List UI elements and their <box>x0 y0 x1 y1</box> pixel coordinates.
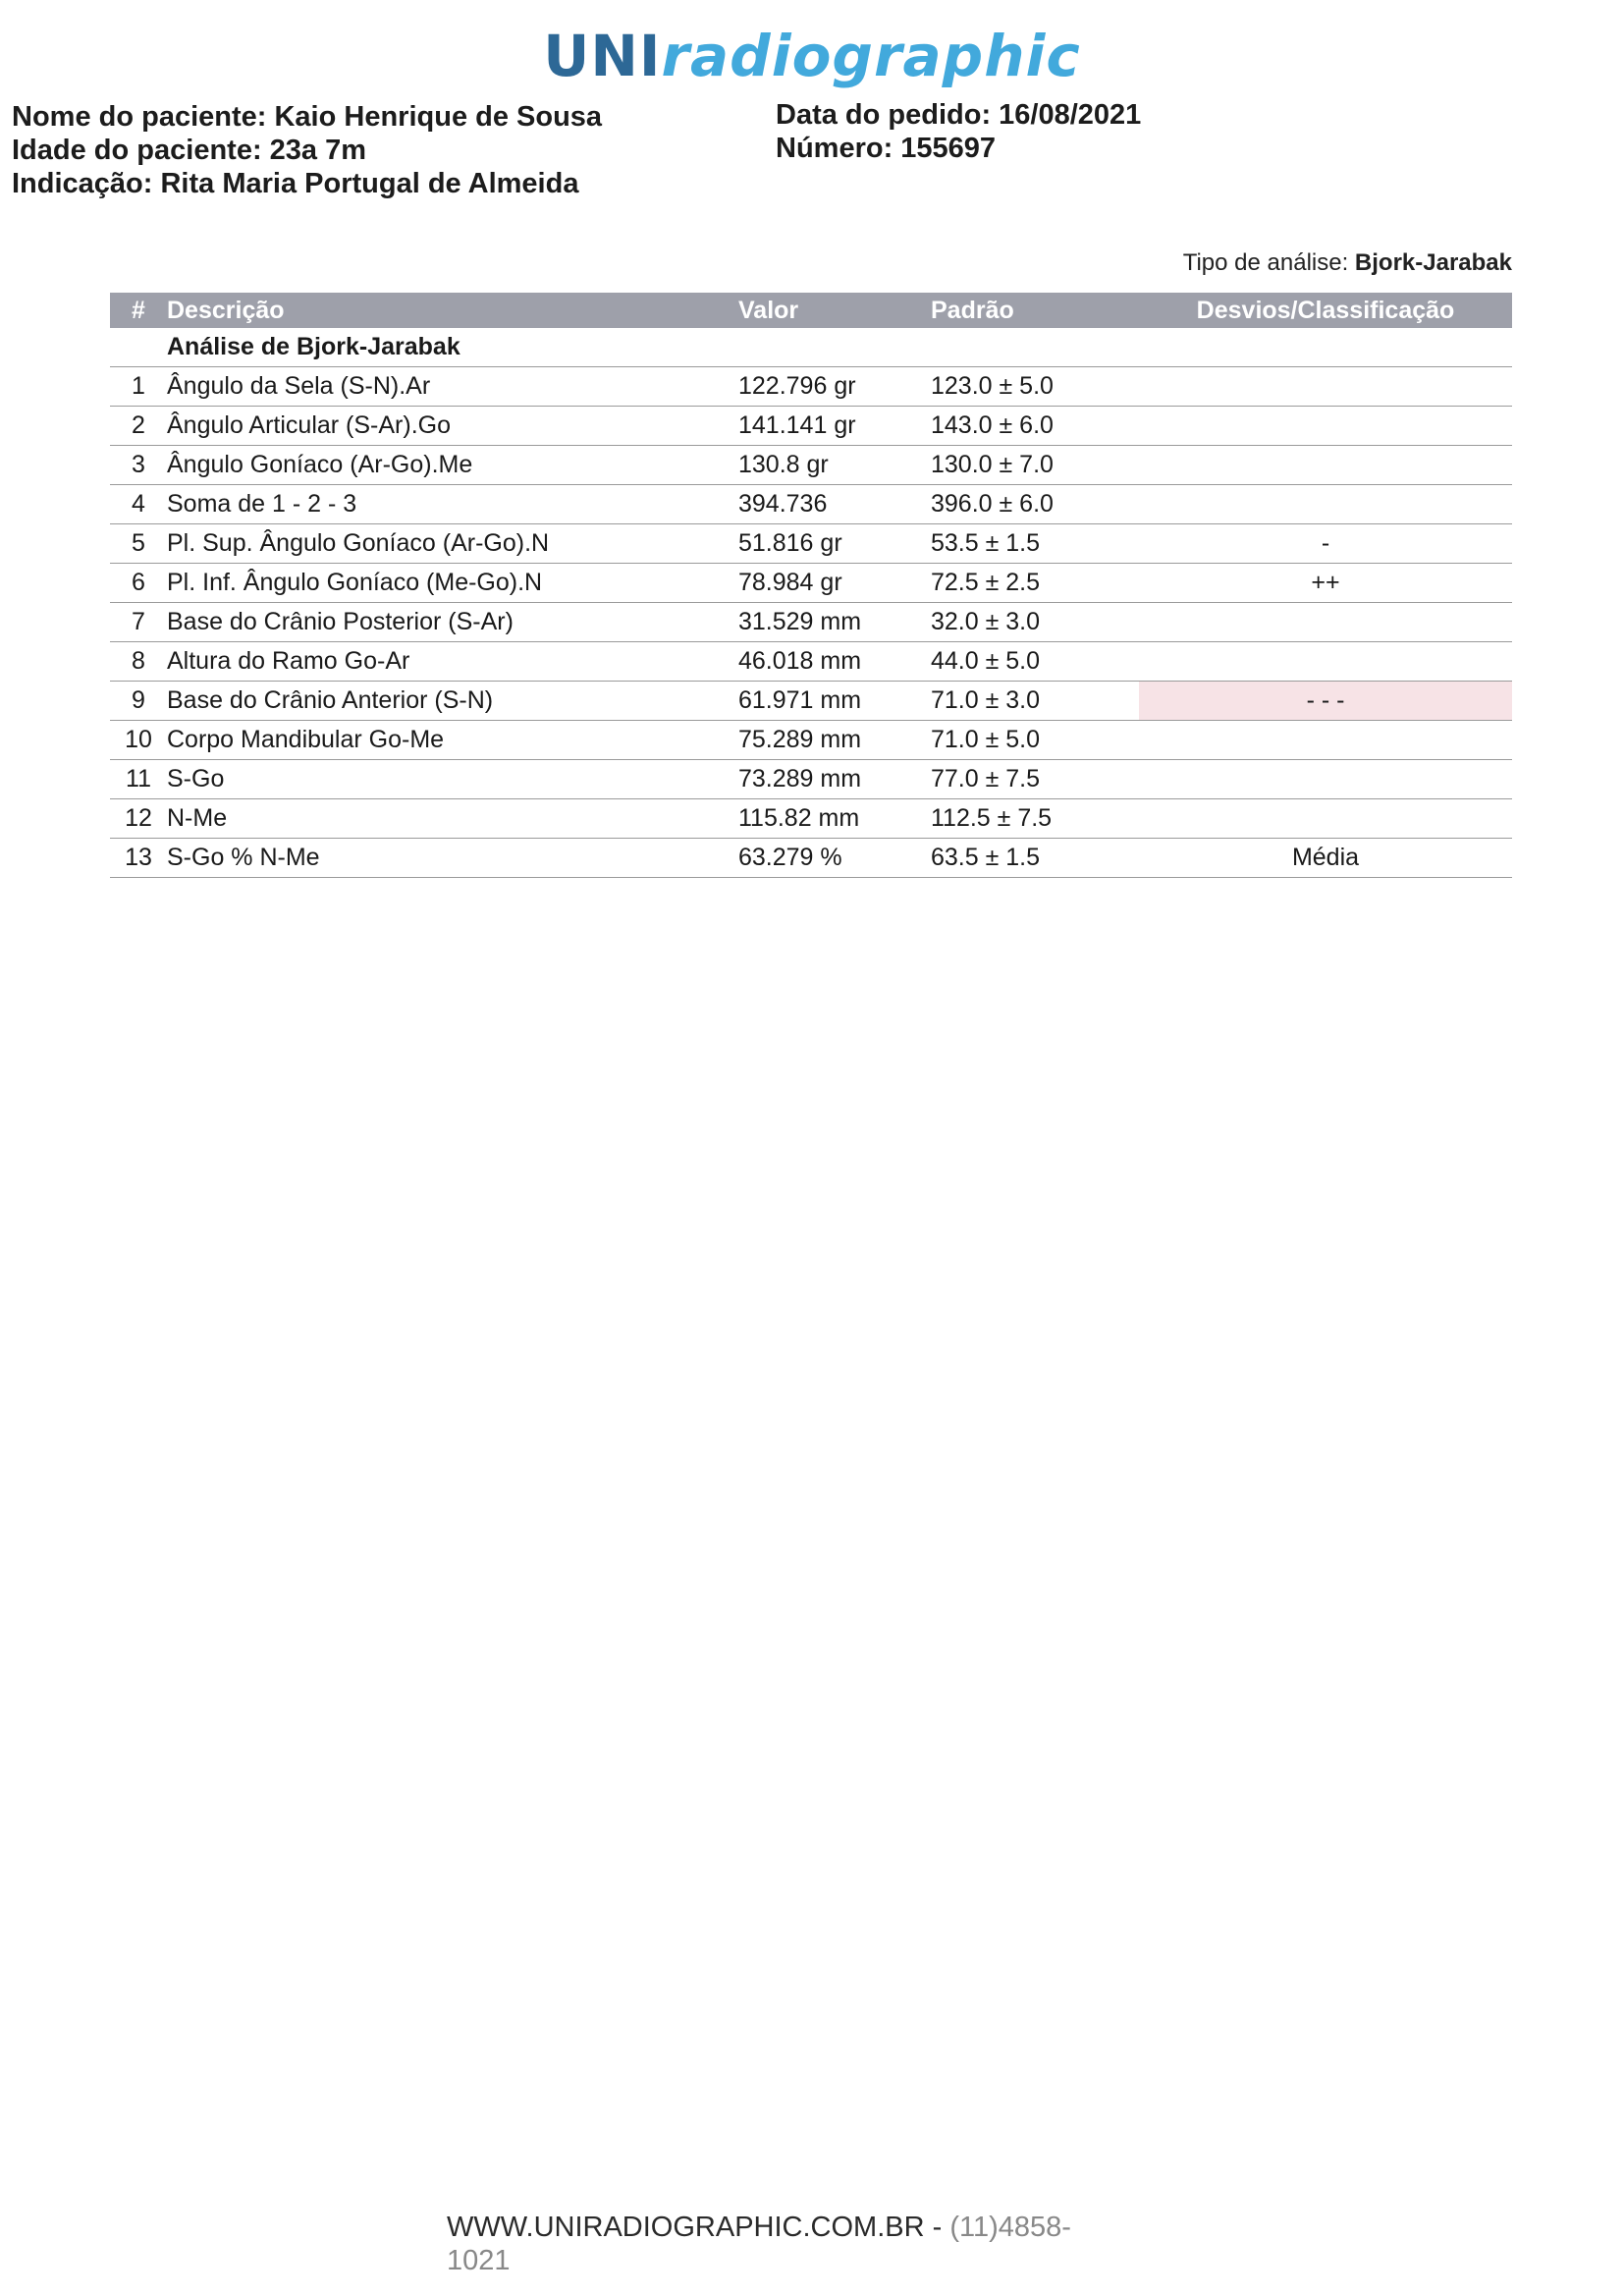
row-standard: 72.5 ± 2.5 <box>931 564 1139 603</box>
table-row <box>110 642 1512 682</box>
row-standard: 143.0 ± 6.0 <box>931 407 1139 446</box>
row-num: 6 <box>110 564 167 603</box>
row-num: 3 <box>110 446 167 485</box>
row-standard: 71.0 ± 3.0 <box>931 682 1139 721</box>
table-row <box>110 682 1512 721</box>
footer-website: WWW.UNIRADIOGRAPHIC.COM.BR - <box>447 2212 950 2243</box>
patient-info <box>12 100 602 200</box>
row-num: 9 <box>110 682 167 721</box>
table-row <box>110 524 1512 564</box>
section-num-cell <box>110 328 167 367</box>
header-num: # <box>110 293 167 328</box>
analysis-type <box>1183 249 1512 277</box>
row-value: 78.984 gr <box>738 564 931 603</box>
row-description: Corpo Mandibular Go-Me <box>167 721 738 760</box>
table-row <box>110 485 1512 524</box>
row-description: S-Go % N-Me <box>167 839 738 878</box>
row-num: 1 <box>110 367 167 407</box>
table-row <box>110 367 1512 407</box>
row-standard: 32.0 ± 3.0 <box>931 603 1139 642</box>
row-standard: 63.5 ± 1.5 <box>931 839 1139 878</box>
row-deviation <box>1139 642 1512 682</box>
patient-age: Idade do paciente: 23a 7m <box>12 135 367 166</box>
row-num: 11 <box>110 760 167 799</box>
row-description: Pl. Sup. Ângulo Goníaco (Ar-Go).N <box>167 524 738 564</box>
row-description: Ângulo Goníaco (Ar-Go).Me <box>167 446 738 485</box>
table-header-row <box>110 293 1512 328</box>
row-num: 5 <box>110 524 167 564</box>
row-standard: 396.0 ± 6.0 <box>931 485 1139 524</box>
row-deviation <box>1139 446 1512 485</box>
row-description: S-Go <box>167 760 738 799</box>
row-standard: 130.0 ± 7.0 <box>931 446 1139 485</box>
row-num: 2 <box>110 407 167 446</box>
logo-radiographic: radiographic <box>661 23 1081 89</box>
row-num: 13 <box>110 839 167 878</box>
row-deviation: - - - <box>1139 682 1512 721</box>
table-body <box>110 328 1512 878</box>
footer-phone: (11)4858- <box>949 2212 1071 2243</box>
row-value: 46.018 mm <box>738 642 931 682</box>
row-num: 7 <box>110 603 167 642</box>
row-description: Base do Crânio Posterior (S-Ar) <box>167 603 738 642</box>
row-standard: 112.5 ± 7.5 <box>931 799 1139 839</box>
order-info <box>776 98 1141 165</box>
row-num: 10 <box>110 721 167 760</box>
row-deviation: Média <box>1139 839 1512 878</box>
header-standard: Padrão <box>931 293 1139 328</box>
row-deviation <box>1139 485 1512 524</box>
row-description: Ângulo Articular (S-Ar).Go <box>167 407 738 446</box>
row-description: N-Me <box>167 799 738 839</box>
row-description: Pl. Inf. Ângulo Goníaco (Me-Go).N <box>167 564 738 603</box>
row-deviation <box>1139 721 1512 760</box>
row-description: Soma de 1 - 2 - 3 <box>167 485 738 524</box>
row-deviation <box>1139 407 1512 446</box>
row-deviation: ++ <box>1139 564 1512 603</box>
row-description: Ângulo da Sela (S-N).Ar <box>167 367 738 407</box>
analysis-type-label: Tipo de análise: <box>1182 249 1355 276</box>
section-title: Análise de Bjork-Jarabak <box>167 328 1512 367</box>
row-value: 51.816 gr <box>738 524 931 564</box>
order-number: Número: 155697 <box>776 133 997 164</box>
row-standard: 77.0 ± 7.5 <box>931 760 1139 799</box>
row-value: 73.289 mm <box>738 760 931 799</box>
table-row <box>110 407 1512 446</box>
row-standard: 123.0 ± 5.0 <box>931 367 1139 407</box>
header-description: Descrição <box>167 293 738 328</box>
company-logo <box>0 20 1624 92</box>
patient-name: Nome do paciente: Kaio Henrique de Sousa <box>12 101 603 133</box>
logo-uni: UNI <box>543 23 662 89</box>
row-deviation <box>1139 367 1512 407</box>
row-deviation: - <box>1139 524 1512 564</box>
row-value: 394.736 <box>738 485 931 524</box>
patient-indication: Indicação: Rita Maria Portugal de Almeida <box>12 168 579 199</box>
row-value: 141.141 gr <box>738 407 931 446</box>
row-value: 31.529 mm <box>738 603 931 642</box>
row-description: Base do Crânio Anterior (S-N) <box>167 682 738 721</box>
row-value: 122.796 gr <box>738 367 931 407</box>
table-row <box>110 839 1512 878</box>
row-value: 61.971 mm <box>738 682 931 721</box>
row-standard: 44.0 ± 5.0 <box>931 642 1139 682</box>
row-num: 12 <box>110 799 167 839</box>
analysis-type-value: Bjork-Jarabak <box>1354 249 1512 276</box>
row-deviation <box>1139 799 1512 839</box>
row-deviation <box>1139 760 1512 799</box>
row-value: 75.289 mm <box>738 721 931 760</box>
row-value: 115.82 mm <box>738 799 931 839</box>
table-row <box>110 760 1512 799</box>
results-table <box>110 293 1512 878</box>
order-date: Data do pedido: 16/08/2021 <box>776 99 1142 131</box>
row-standard: 71.0 ± 5.0 <box>931 721 1139 760</box>
table-row <box>110 603 1512 642</box>
table-row <box>110 564 1512 603</box>
row-deviation <box>1139 603 1512 642</box>
row-value: 63.279 % <box>738 839 931 878</box>
header-deviation: Desvios/Classificação <box>1139 293 1512 328</box>
table-row <box>110 446 1512 485</box>
table-row <box>110 721 1512 760</box>
row-description: Altura do Ramo Go-Ar <box>167 642 738 682</box>
row-value: 130.8 gr <box>738 446 931 485</box>
row-num: 4 <box>110 485 167 524</box>
row-num: 8 <box>110 642 167 682</box>
header-value: Valor <box>738 293 931 328</box>
footer-phone-cont: 1021 <box>447 2245 511 2276</box>
table-row <box>110 799 1512 839</box>
footer <box>447 2211 1134 2277</box>
section-row <box>110 328 1512 367</box>
row-standard: 53.5 ± 1.5 <box>931 524 1139 564</box>
